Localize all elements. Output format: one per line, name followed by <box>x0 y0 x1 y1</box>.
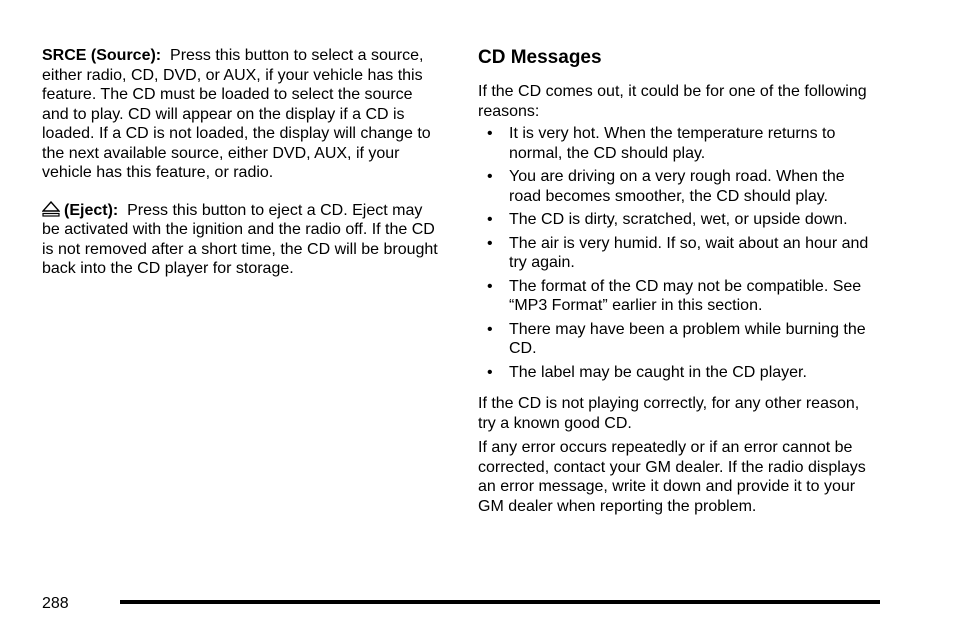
right-column <box>478 46 878 521</box>
bullet-icon: • <box>487 125 493 142</box>
list-item: • The label may be caught in the CD player. <box>487 363 807 381</box>
srce-paragraph <box>42 46 442 183</box>
list-item: • There may have been a problem while burning the CD. <box>487 320 866 357</box>
good-cd-paragraph: If the CD is not playing correctly, for any other reason, try a known good CD. <box>478 395 860 432</box>
bullet-icon: • <box>487 211 493 228</box>
bullet-icon: • <box>487 234 493 252</box>
dealer-paragraph: If any error occurs repeatedly or if an error cannot be corrected, contact your GM dealer. If the radio displays an error message, write it down and provide it to your GM dealer when reporting the problem. <box>478 439 866 515</box>
list-item: • It is very hot. When the temperature returns to normal, the CD should play. <box>487 125 836 162</box>
footer-rule <box>120 600 880 604</box>
bullet-icon: • <box>487 277 493 295</box>
list-item: • The format of the CD may not be compatible. See “MP3 Format” earlier in this section. <box>487 277 862 314</box>
intro-paragraph: If the CD comes out, it could be for one of the following reasons: <box>478 83 867 120</box>
section-heading: CD Messages <box>478 47 602 68</box>
eject-label: (Eject): <box>64 201 119 219</box>
list-item: • The CD is dirty, scratched, wet, or upside down. <box>487 211 848 228</box>
list-item: • The air is very humid. If so, wait about an hour and try again. <box>487 234 869 271</box>
bullet-icon: • <box>487 320 493 338</box>
srce-label: SRCE (Source): <box>42 47 162 64</box>
eject-icon <box>42 201 60 217</box>
bullet-icon: • <box>487 363 493 381</box>
list-item: • You are driving on a very rough road. When the road becomes smoother, the CD should play. <box>487 168 845 205</box>
left-column <box>42 46 442 297</box>
eject-paragraph <box>42 201 442 279</box>
page-number: 288 <box>42 595 69 612</box>
bullet-icon: • <box>487 168 493 185</box>
srce-text: Press this button to select a source, either radio, CD, DVD, or AUX, if your vehicle has this feature. The CD must be loaded to select the source and to play. CD will appear on the display if a CD is loaded. If a CD is not loaded, the display will change to the next available source, either DVD, AUX, if your vehicle has this feature, or radio. <box>42 47 431 181</box>
reasons-list <box>478 124 878 382</box>
eject-text: Press this button to eject a CD. Eject may be activated with the ignition and the radio off. If the CD is not removed after a short time, the CD will be brought back into the CD player for storage. <box>42 201 438 277</box>
